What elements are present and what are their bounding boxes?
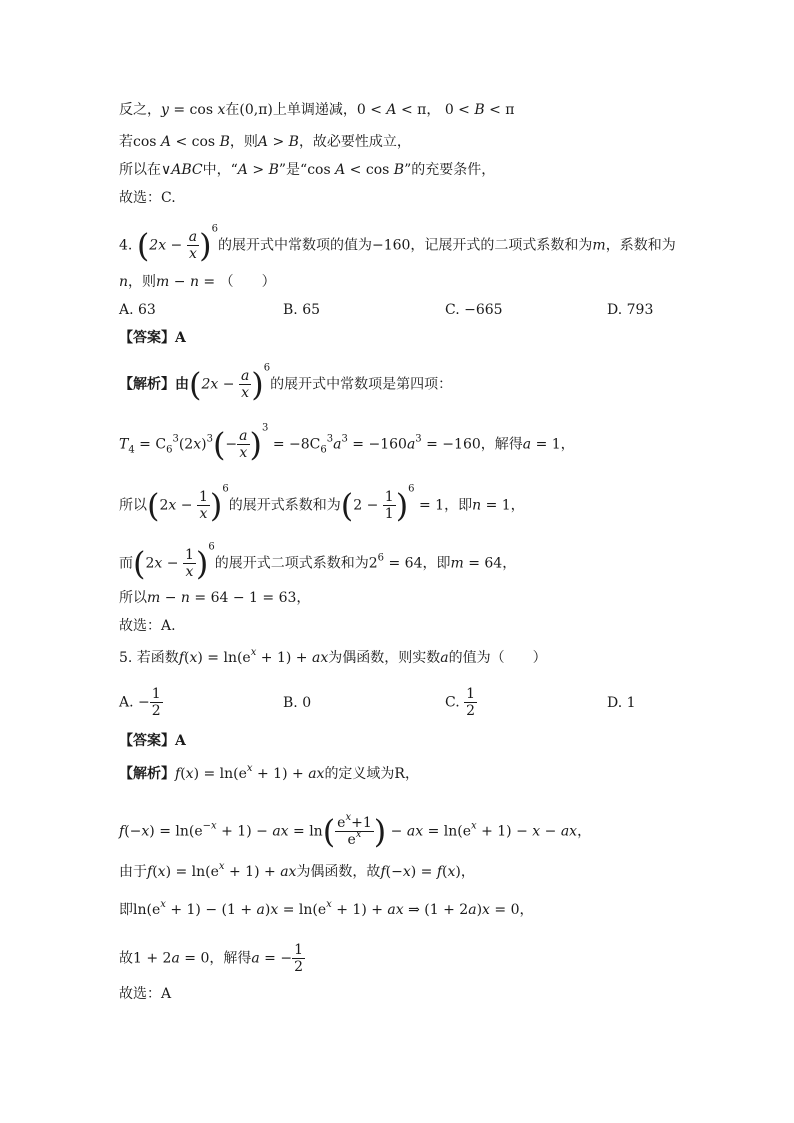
text: 的定义域为R， (324, 766, 419, 782)
text: 所以 (119, 590, 147, 606)
option-b: B. 0 (283, 695, 312, 711)
text: 所以 (119, 497, 147, 514)
question-4: 4. (2x − $\frac{a}{x}$ )$^6$的展开式中常数项的值为−160，记展开式的二项式系数和为m，系数和为 (119, 223, 676, 265)
text: 为偶函数，则实数 (328, 650, 441, 666)
analysis-line: 所以m − n = 64 − 1 = 63， (119, 590, 311, 606)
text: ，则 (128, 274, 157, 290)
analysis-line: $f(-x) = \ln(e^{-x} + 1)$ − ax = ln( $\frac{e^x+1}{e^x}$ ) − ax = $\ln(e^x + 1) - x$ − ax， (119, 812, 592, 851)
text: 上单调递减， (272, 102, 357, 118)
text: 5. 若函数 (119, 650, 179, 666)
analysis-line: 而(2x − $\frac{1}{x}$ )$^6$的展开式二项式系数和为$2^6 = 64$，即m = 64， (119, 541, 517, 583)
text: ，即 (444, 497, 473, 514)
text: ，故必要性成立， (298, 134, 411, 150)
text: C. (445, 694, 460, 711)
text: 为偶函数，故 (296, 864, 381, 880)
text-line: n，则m − n = （ ） (119, 274, 276, 290)
text: ，即 (422, 555, 451, 572)
text: ，解得 (209, 950, 252, 967)
text: 若 (119, 134, 133, 150)
text: 的展开式二项式系数和为 (214, 555, 369, 572)
text: ，记展开式的二项式系数和为 (410, 237, 593, 254)
option-a: A. 63 (119, 302, 156, 318)
option-c: C. $\frac{1}{2}$ (445, 686, 476, 719)
text: 的展开式中常数项的值为 (217, 237, 372, 254)
analysis-line: 由于$f(x) = \ln(e^x + 1)$ + ax为偶函数，故f(−x) = f(x)， (119, 861, 475, 880)
text: 即 (119, 902, 133, 918)
analysis-line: $T_4 = C_6^3(2x)^3(-$ $\frac{a}{x}$ )$^3 = -8C_6^3a^3 = -160a^3 = -160$，解得a = 1， (119, 422, 575, 464)
text: 【解析】由 (119, 376, 189, 393)
text: 的展开式系数和为 (228, 497, 341, 514)
text-line: 故选：A (119, 986, 172, 1002)
option-d: D. 1 (607, 695, 636, 711)
analysis-line: 所以(2x − $\frac{1}{x}$ )$^6$的展开式系数和为(2 − $\frac{1}{1}$ )$^6$ = 1，即n = 1， (119, 483, 525, 525)
question-number: 4. (119, 237, 133, 254)
option-a: A. − $\frac{1}{2}$ (119, 686, 161, 719)
analysis-line: 【解析】由(2x − $\frac{a}{x}$ )$^6$的展开式中常数项是第四项： (119, 362, 453, 404)
text: ，解得 (480, 436, 523, 453)
text: （ ） (219, 274, 276, 290)
analysis-line: 故1 + 2a = 0，解得a = − $\frac{1}{2}$ (119, 942, 304, 975)
text-line: 若cos A < cos B，则A > B，故必要性成立， (119, 134, 411, 150)
text: ”的充要条件， (404, 162, 496, 178)
option-c: C. −665 (445, 302, 503, 318)
text-line: 故选：A. (119, 618, 176, 634)
analysis-line: 即$\ln(e^x + 1) - (1 + a)x = \ln(e^x + 1)$ + ax ⇒ (1 + 2a)x = 0， (119, 899, 534, 918)
answer-4: 【答案】A (119, 330, 186, 346)
text: ”是“ (278, 162, 308, 178)
text: ，系数和为 (605, 237, 676, 254)
text: 所以在 (119, 162, 161, 178)
answer-5: 【答案】A (119, 733, 186, 749)
text: 而 (119, 555, 133, 572)
text: 故 (119, 950, 133, 967)
text: A. (119, 694, 134, 711)
text: 中，“ (202, 162, 238, 178)
text-line: 所以在∨ABC中，“A > B”是“cos A < cos B”的充要条件， (119, 162, 496, 178)
text: 的展开式中常数项是第四项： (270, 376, 453, 393)
analysis-line: 【解析】$f(x) = \ln(e^x + 1)$ + ax的定义域为R， (119, 763, 419, 782)
text: 由于 (119, 864, 147, 880)
text-line: 故选：C. (119, 190, 176, 206)
text: 在 (225, 102, 240, 118)
option-d: D. 793 (607, 302, 654, 318)
text: 反之， (119, 102, 161, 118)
question-5: 5. 若函数$f(x) = \ln(e^x + 1)$ + ax为偶函数，则实数a的值为（ ） (119, 647, 547, 666)
text-line: 反之，y = cos x在(0,π)上单调递减，0 < A < π， 0 < B < π (119, 102, 515, 118)
text: 的值为（ ） (448, 650, 547, 666)
text: ，则 (229, 134, 258, 150)
text: 【解析】 (119, 766, 175, 782)
option-b: B. 65 (283, 302, 321, 318)
